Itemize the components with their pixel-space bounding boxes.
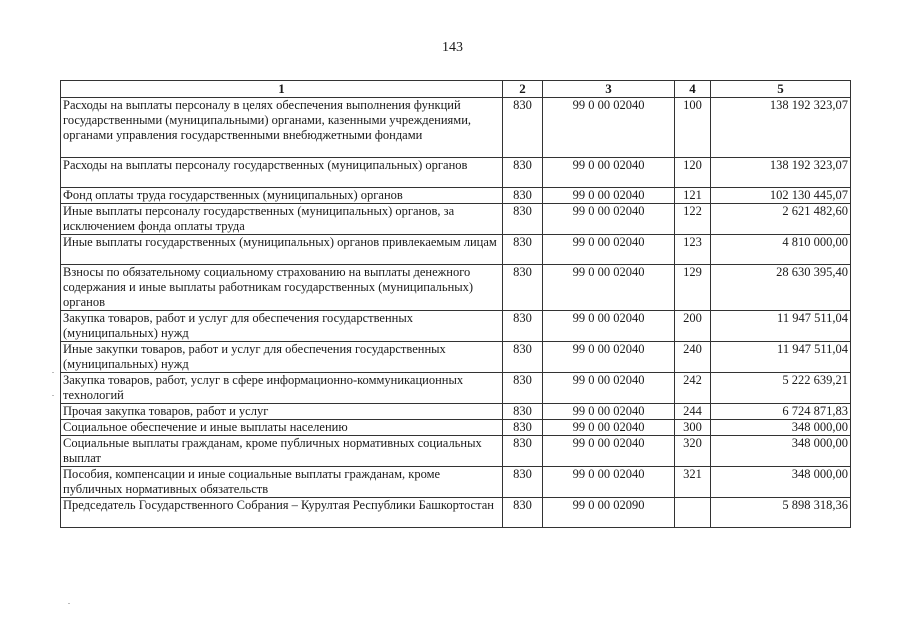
row-sum: 138 192 323,07	[711, 98, 851, 158]
row-sum: 102 130 445,07	[711, 188, 851, 204]
column-header: 3	[543, 81, 675, 98]
row-name: Иные закупки товаров, работ и услуг для обеспечения государственных (муниципальных) нужд	[61, 342, 503, 373]
row-name: Закупка товаров, работ, услуг в сфере информационно-коммуникационных технологий	[61, 373, 503, 404]
row-code: 99 0 00 02040	[543, 98, 675, 158]
row-code: 99 0 00 02040	[543, 188, 675, 204]
row-name: Социальные выплаты гражданам, кроме публичных нормативных социальных выплат	[61, 436, 503, 467]
row-name: Расходы на выплаты персоналу в целях обеспечения выполнения функций государственными (муниципальными) органами, казенными учреждениями, органами управления государственными внебюджетными фондами	[61, 98, 503, 158]
table-row	[61, 98, 851, 158]
row-type: 100	[675, 98, 711, 158]
row-code: 99 0 00 02040	[543, 204, 675, 235]
row-sum: 6 724 871,83	[711, 404, 851, 420]
row-ministry: 830	[503, 404, 543, 420]
row-type: 300	[675, 420, 711, 436]
row-ministry: 830	[503, 498, 543, 528]
column-header: 4	[675, 81, 711, 98]
row-name: Социальное обеспечение и иные выплаты населению	[61, 420, 503, 436]
row-type: 123	[675, 235, 711, 265]
table-row	[61, 436, 851, 467]
row-code: 99 0 00 02040	[543, 311, 675, 342]
table-row	[61, 420, 851, 436]
row-code: 99 0 00 02040	[543, 342, 675, 373]
row-code: 99 0 00 02040	[543, 467, 675, 498]
table-row	[61, 188, 851, 204]
table-row	[61, 373, 851, 404]
budget-table	[60, 80, 851, 528]
row-ministry: 830	[503, 436, 543, 467]
row-type: 121	[675, 188, 711, 204]
row-sum: 348 000,00	[711, 436, 851, 467]
row-code: 99 0 00 02090	[543, 498, 675, 528]
row-ministry: 830	[503, 311, 543, 342]
scan-artifact	[52, 372, 54, 373]
row-code: 99 0 00 02040	[543, 436, 675, 467]
row-code: 99 0 00 02040	[543, 404, 675, 420]
row-type: 200	[675, 311, 711, 342]
row-sum: 5 222 639,21	[711, 373, 851, 404]
row-name: Взносы по обязательному социальному страхованию на выплаты денежного содержания и иные выплаты работникам государственных (муниципальных) органов	[61, 265, 503, 311]
column-header: 5	[711, 81, 851, 98]
scan-artifact	[52, 395, 54, 396]
row-type: 320	[675, 436, 711, 467]
row-code: 99 0 00 02040	[543, 373, 675, 404]
row-ministry: 830	[503, 420, 543, 436]
row-name: Закупка товаров, работ и услуг для обеспечения государственных (муниципальных) нужд	[61, 311, 503, 342]
table-row	[61, 235, 851, 265]
row-code: 99 0 00 02040	[543, 420, 675, 436]
scan-artifact	[68, 603, 70, 604]
row-type: 321	[675, 467, 711, 498]
row-sum: 348 000,00	[711, 420, 851, 436]
row-type: 240	[675, 342, 711, 373]
row-ministry: 830	[503, 204, 543, 235]
table-row	[61, 498, 851, 528]
row-ministry: 830	[503, 342, 543, 373]
column-header: 1	[61, 81, 503, 98]
column-header: 2	[503, 81, 543, 98]
row-name: Расходы на выплаты персоналу государственных (муниципальных) органов	[61, 158, 503, 188]
table-row	[61, 158, 851, 188]
row-name: Фонд оплаты труда государственных (муниципальных) органов	[61, 188, 503, 204]
row-name: Пособия, компенсации и иные социальные выплаты гражданам, кроме публичных нормативных обязательств	[61, 467, 503, 498]
row-name: Иные выплаты государственных (муниципальных) органов привлекаемым лицам	[61, 235, 503, 265]
row-ministry: 830	[503, 373, 543, 404]
row-type: 242	[675, 373, 711, 404]
table-row	[61, 311, 851, 342]
table-row	[61, 265, 851, 311]
row-ministry: 830	[503, 188, 543, 204]
page-number: 143	[442, 40, 463, 55]
row-ministry: 830	[503, 265, 543, 311]
row-type: 122	[675, 204, 711, 235]
row-code: 99 0 00 02040	[543, 158, 675, 188]
row-sum: 11 947 511,04	[711, 342, 851, 373]
row-type: 129	[675, 265, 711, 311]
row-name: Прочая закупка товаров, работ и услуг	[61, 404, 503, 420]
row-code: 99 0 00 02040	[543, 265, 675, 311]
row-ministry: 830	[503, 98, 543, 158]
row-ministry: 830	[503, 158, 543, 188]
row-sum: 138 192 323,07	[711, 158, 851, 188]
row-sum: 11 947 511,04	[711, 311, 851, 342]
table-row	[61, 467, 851, 498]
row-ministry: 830	[503, 235, 543, 265]
header-row	[61, 81, 851, 98]
row-type: 120	[675, 158, 711, 188]
row-code: 99 0 00 02040	[543, 235, 675, 265]
row-name: Председатель Государственного Собрания – Курултая Республики Башкортостан	[61, 498, 503, 528]
row-name: Иные выплаты персоналу государственных (муниципальных) органов, за исключением фонда оплаты труда	[61, 204, 503, 235]
row-type: 244	[675, 404, 711, 420]
row-sum: 28 630 395,40	[711, 265, 851, 311]
row-sum: 4 810 000,00	[711, 235, 851, 265]
row-type	[675, 498, 711, 528]
table-row	[61, 404, 851, 420]
row-sum: 348 000,00	[711, 467, 851, 498]
row-ministry: 830	[503, 467, 543, 498]
table-row	[61, 342, 851, 373]
table-row	[61, 204, 851, 235]
row-sum: 5 898 318,36	[711, 498, 851, 528]
row-sum: 2 621 482,60	[711, 204, 851, 235]
